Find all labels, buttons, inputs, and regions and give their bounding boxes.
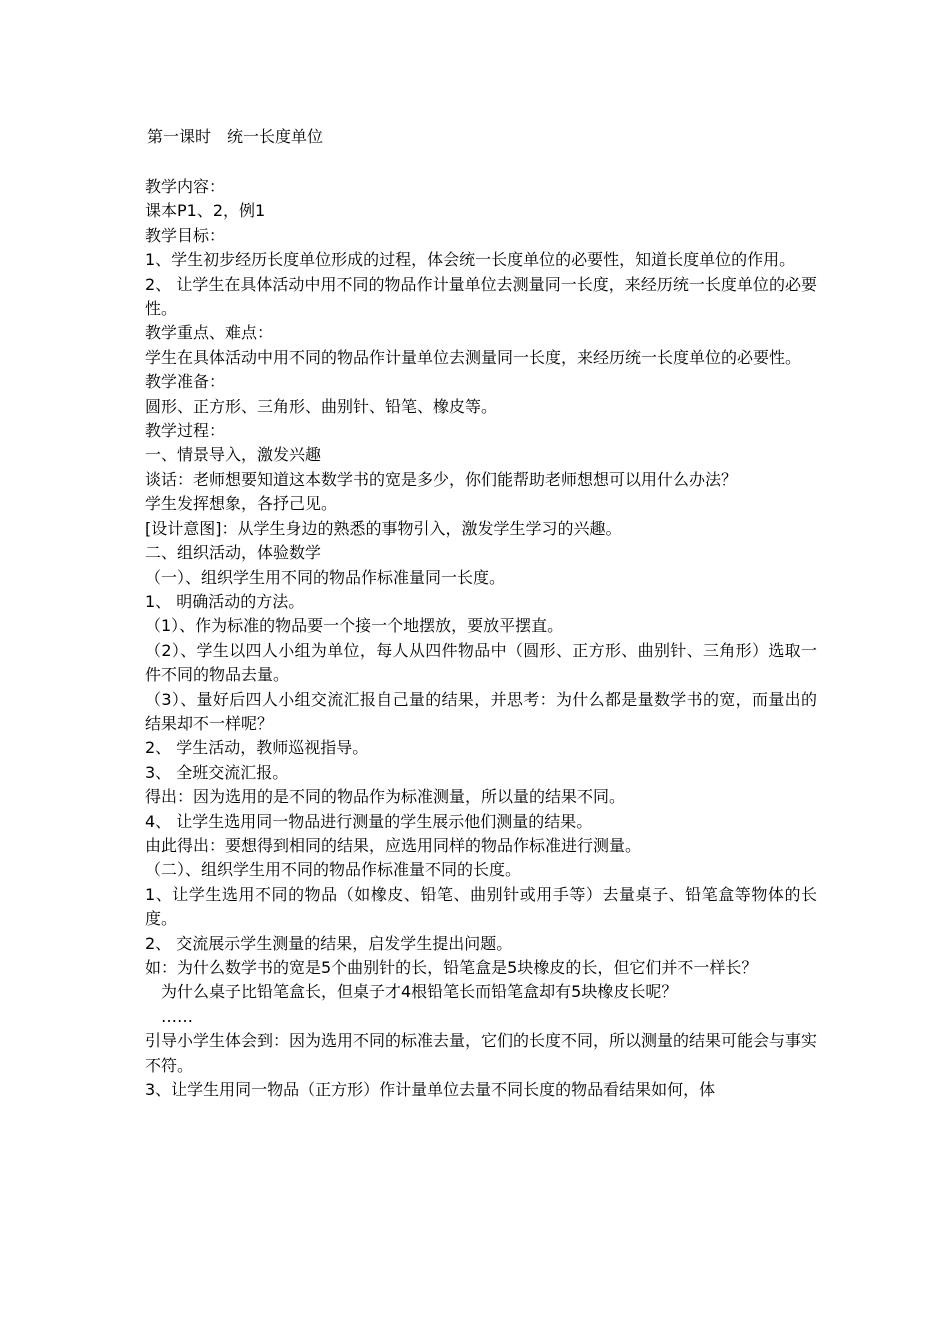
paragraph-ellipsis: …… xyxy=(161,1006,193,1026)
paragraph-question-1: 如：为什么数学书的宽是5个曲别针的长，铅笔盒是5块橡皮的长，但它们并不一样长？ xyxy=(145,958,758,977)
paragraph-step-1-1: （1）、作为标准的物品要一个接一个地摆放，要放平摆直。 xyxy=(145,616,564,636)
paragraph-step-3: 3、 全班交流汇报。 xyxy=(145,762,289,782)
paragraph-process-heading: 教学过程： xyxy=(145,421,226,441)
paragraph-students-imagine: 学生发挥想象，各抒己见。 xyxy=(145,494,338,514)
paragraph-step-1-2: （2）、学生以四人小组为单位，每人从四件物品中（圆形、正方形、曲别针、三角形）选取一件不同的物品去量。 xyxy=(145,640,817,685)
paragraph-step-4: 4、 让学生选用同一物品进行测量的学生展示他们测量的结果。 xyxy=(145,811,593,831)
paragraph-subsection-2-heading: （二）、组织学生用不同的物品作标准量不同的长度。 xyxy=(145,860,522,880)
paragraph-key-points: 学生在具体活动中用不同的物品作计量单位去测量同一长度，来经历统一长度单位的必要性。 xyxy=(145,347,802,367)
paragraph-preparation: 圆形、正方形、三角形、曲别针、铅笔、橡皮等。 xyxy=(145,396,498,416)
document-body xyxy=(145,175,817,1102)
paragraph-subsection-1-heading: （一）、组织学生用不同的物品作标准量同一长度。 xyxy=(145,567,506,587)
paragraph-conclusion-1: 得出：因为选用的是不同的物品作为标准测量，所以量的结果不同。 xyxy=(145,787,626,807)
paragraph-measure-step-1: 1、让学生选用不同的物品（如橡皮、铅笔、曲别针或用手等）去量桌子、铅笔盒等物体的长度。 xyxy=(145,884,817,929)
lesson-title: 第一课时 统一长度单位 xyxy=(147,127,324,146)
paragraph-step-2: 2、 学生活动，教师巡视指导。 xyxy=(145,738,369,758)
paragraph-goal-1: 1、学生初步经历长度单位形成的过程，体会统一长度单位的必要性，知道长度单位的作用。 xyxy=(145,250,796,270)
paragraph-talk: 谈话：老师想要知道这本数学书的宽是多少，你们能帮助老师想想可以用什么办法？ xyxy=(145,469,738,489)
paragraph-measure-step-2: 2、 交流展示学生测量的结果，启发学生提出问题。 xyxy=(145,933,513,953)
paragraph-key-points-heading: 教学重点、难点： xyxy=(145,323,274,343)
paragraph-goal-2: 2、 让学生在具体活动中用不同的物品作计量单位去测量同一长度，来经历统一长度单位的必要性。 xyxy=(145,274,817,319)
paragraph-step-1-3: （3）、量好后四人小组交流汇报自己量的结果，并思考：为什么都是量数学书的宽，而量出的结果却不一样呢？ xyxy=(145,689,817,733)
paragraph-question-2: 为什么桌子比铅笔盒长，但桌子才4根铅笔长而铅笔盒却有5块橡皮长呢？ xyxy=(161,982,678,1002)
paragraph-conclusion-2: 由此得出：要想得到相同的结果，应选用同样的物品作标准进行测量。 xyxy=(145,835,642,855)
paragraph-textbook-reference: 课本P1、2，例1 xyxy=(145,201,266,221)
paragraph-preparation-heading: 教学准备： xyxy=(145,372,226,392)
paragraph-measure-step-3: 3、让学生用同一物品（正方形）作计量单位去量不同长度的物品看结果如何，体 xyxy=(145,1080,716,1100)
paragraph-guidance: 引导小学生体会到：因为选用不同的标准去量，它们的长度不同，所以测量的结果可能会与事实不符。 xyxy=(145,1031,818,1075)
paragraph-teaching-content-heading: 教学内容： xyxy=(145,177,226,196)
paragraph-step-1: 1、 明确活动的方法。 xyxy=(145,591,305,611)
paragraph-section-2-heading: 二、组织活动，体验数学 xyxy=(145,543,322,563)
paragraph-teaching-goals-heading: 教学目标： xyxy=(145,225,226,245)
paragraph-section-1-heading: 一、情景导入，激发兴趣 xyxy=(145,445,322,465)
paragraph-design-intent: [设计意图]：从学生身边的熟悉的事物引入，激发学生学习的兴趣。 xyxy=(145,518,622,538)
